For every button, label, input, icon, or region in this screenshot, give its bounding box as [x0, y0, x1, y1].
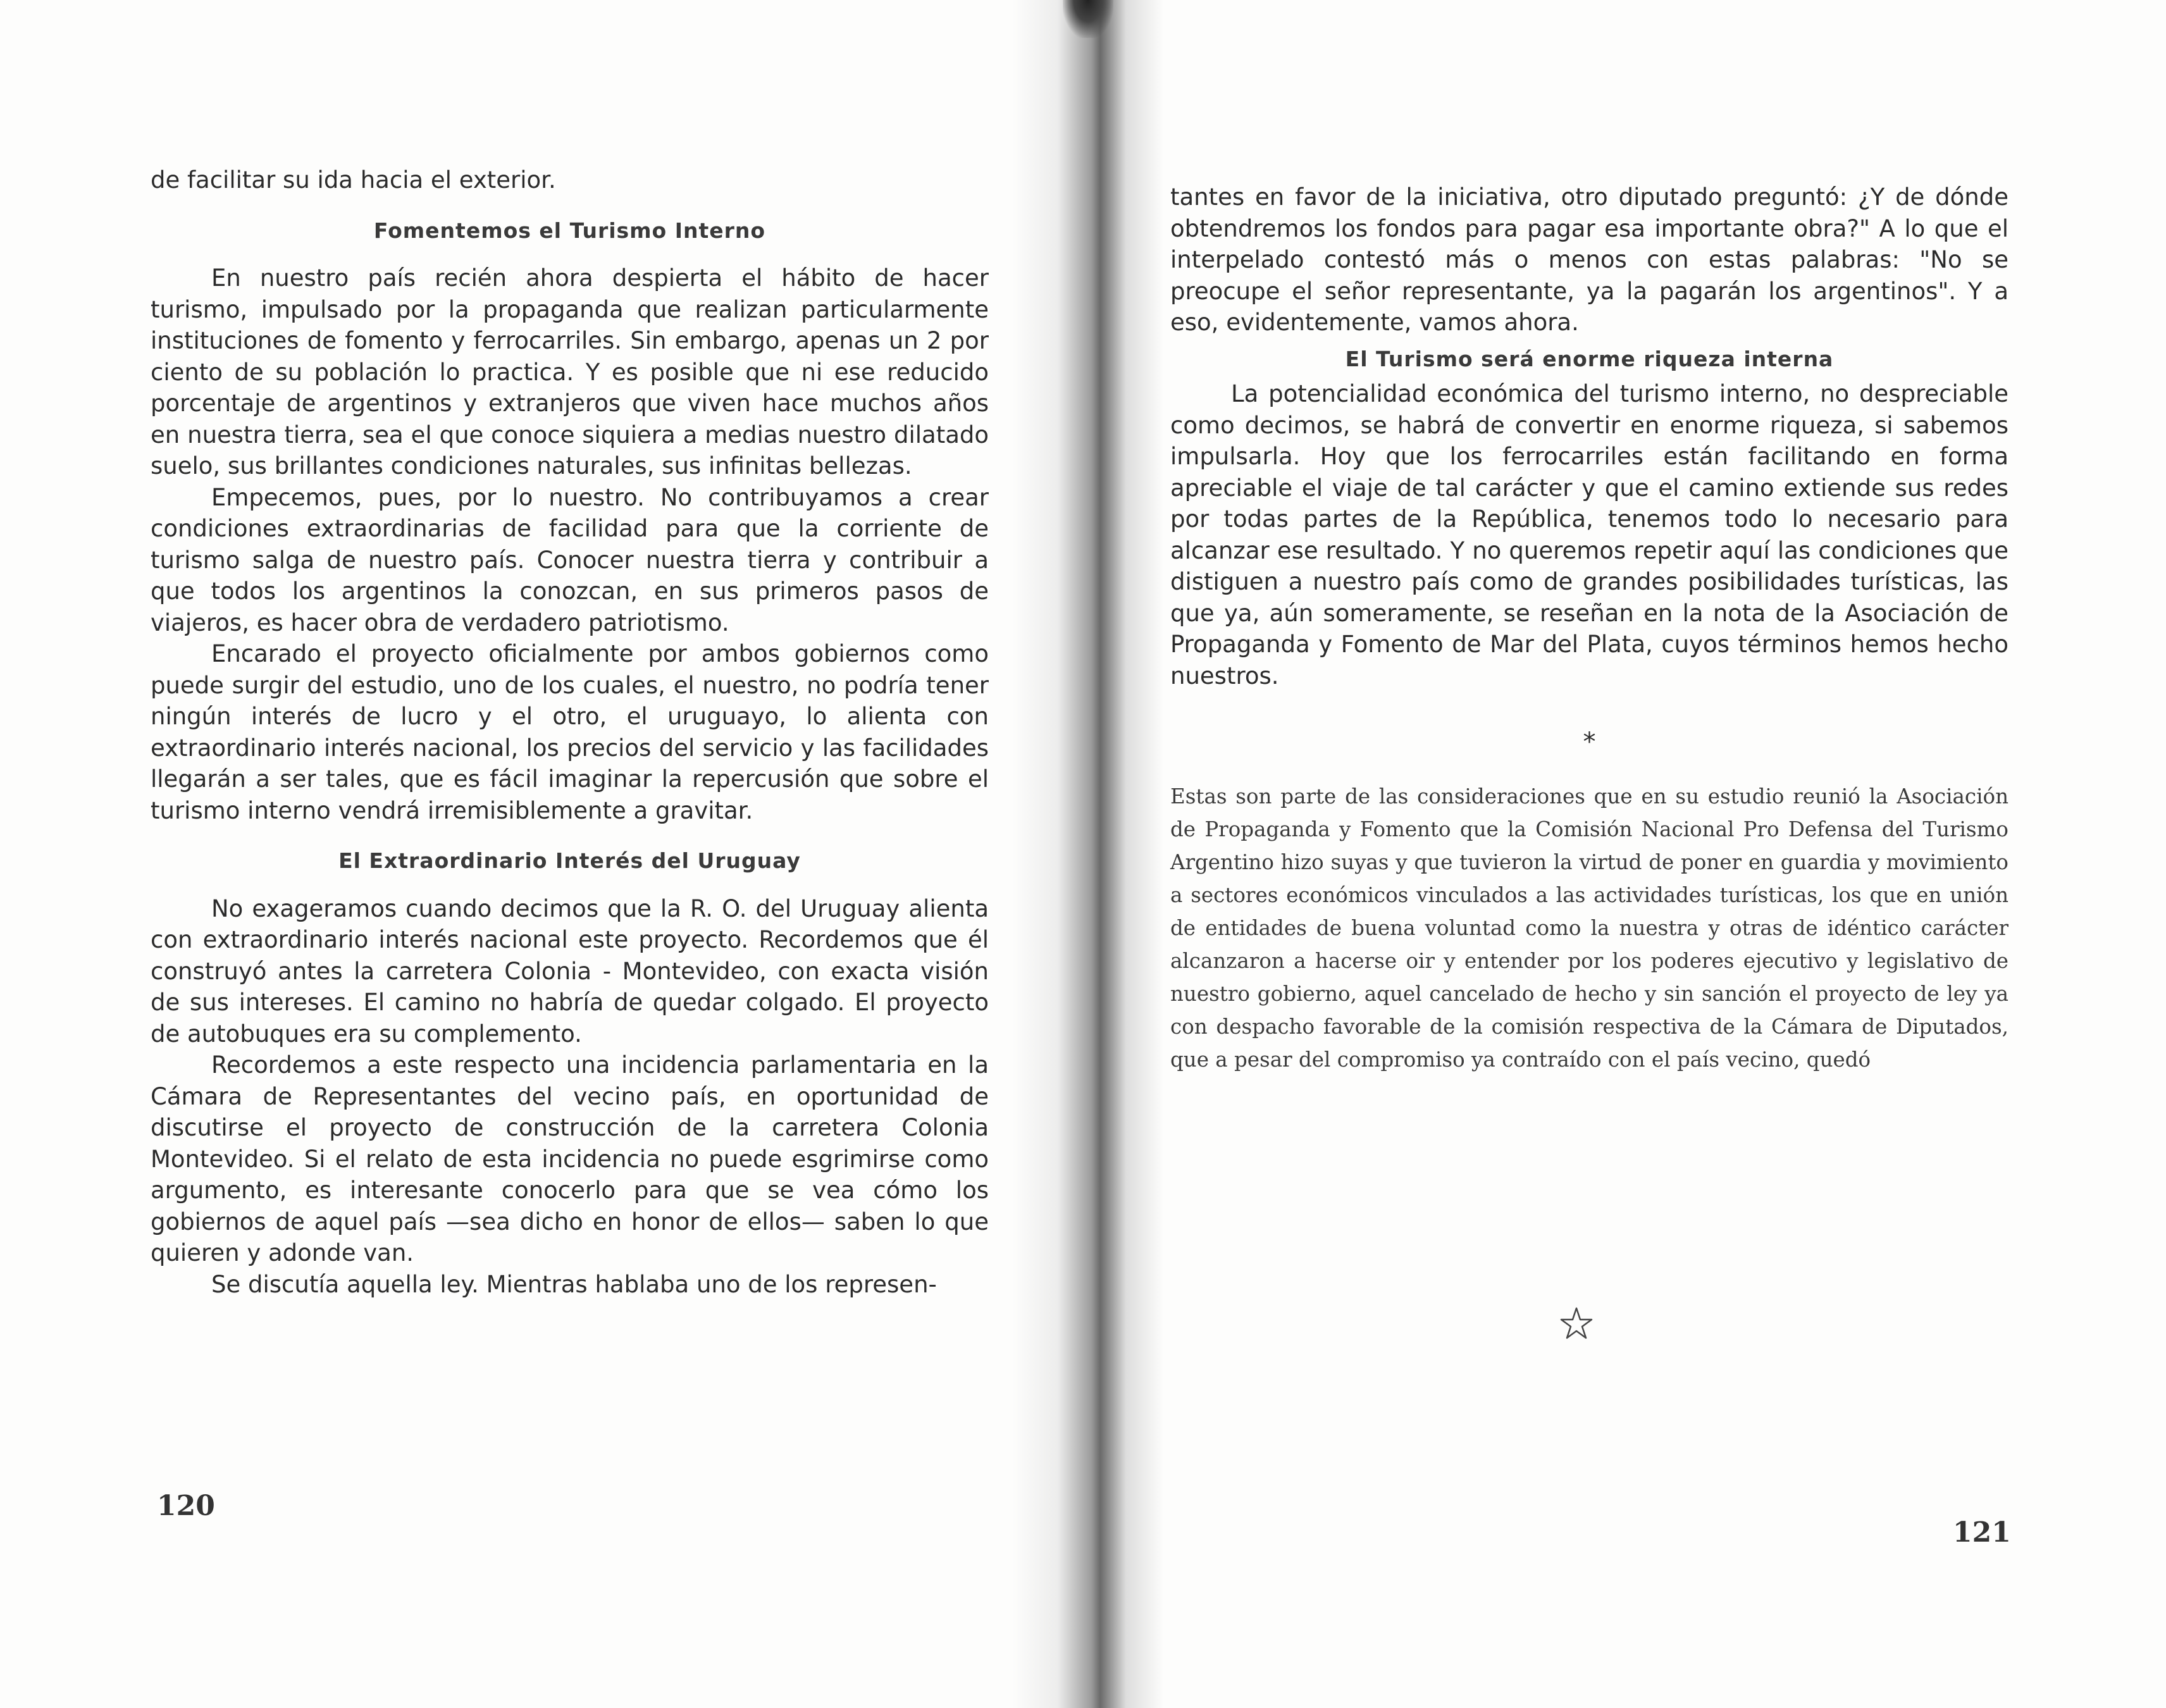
book-gutter-shadow [1012, 0, 1164, 1708]
page-number-right: 121 [1953, 1516, 2011, 1549]
section-heading-riqueza-interna: El Turismo será enorme riqueza interna [1345, 346, 1834, 371]
asterisk-separator: * [1583, 727, 1596, 757]
paragraph: No exageramos cuando decimos que la R. O. del Uruguay alienta con extraordinario interés nacional este proyecto. Recordemos que él construyó antes la carretera Colonia - Montevideo, con exacta visión de sus intereses. El camino no habría de quedar colgado. El proyecto de autobuques era su complemento. [151, 894, 989, 1048]
paragraph: Encarado el proyecto oficialmente por ambos gobiernos como puede surgir del estudio, uno de los cuales, el nuestro, no podría tener ningún interés de lucro y el otro, el uruguayo, lo alienta con extraordinario interés nacional, los precios del servicio y las facilidades llegarán a ser tales, que es fácil imaginar la repercusión que sobre el turismo interno vendrá irremisiblemente a gravitar. [151, 640, 989, 824]
paragraph: tantes en favor de la iniciativa, otro diputado preguntó: ¿Y de dónde obtendremos los fondos para pagar esa importante obra?" A lo que el interpelado contestó más o menos con estas palabras: "No se preocupe el señor representante, ya la pagarán los argentinos". Y a eso, evidentemente, vamos ahora. [1170, 183, 2008, 336]
paragraph: de facilitar su ida hacia el exterior. [151, 166, 556, 194]
paragraph: Se discutía aquella ley. Mientras hablaba uno de los represen- [211, 1270, 937, 1298]
star-ornament-icon [1557, 1304, 1595, 1342]
paragraph: Recordemos a este respecto una incidencia parlamentaria en la Cámara de Representantes del vecino país, en oportunidad de discutirse el proyecto de construcción de la carretera Colonia Montevideo. Si el relato de esta incidencia no puede esgrimirse como argumento, es interesante conocerlo para que se vea cómo los gobiernos de aquel país —sea dicho en honor de ellos— saben lo que quieren y adonde van. [151, 1051, 989, 1266]
right-text-column [1170, 182, 2008, 1076]
paragraph: Empecemos, pues, por lo nuestro. No contribuyamos a crear condiciones extraordinarias de facilidad para que la corriente de turismo salga de nuestro país. Conocer nuestra tierra y contribuir a que todos los argentinos la conozcan, en sus primeros pasos de viajeros, es hacer obra de verdadero patriotismo. [151, 483, 989, 636]
binding-shadow [1063, 0, 1113, 38]
closing-note: Estas son parte de las consideraciones que en su estudio reunió la Asociación de Propaganda y Fomento que la Comisión Nacional Pro Defensa del Turismo Argentino hizo suyas y que tuvieron la virtud de poner en guardia y movimiento a sectores económicos vinculados a las actividades turísticas, los que en unión de entidades de buena voluntad como la nuestra y otras de idéntico carácter alcanzaron a hacerse oir y entender por los poderes ejecutivo y legislativo de nuestro gobierno, aquel cancelado de hecho y sin sanción el proyecto de ley ya con despacho favorable de la comisión respectiva de la Cámara de Diputados, que a pesar del compromiso ya contraído con el país vecino, quedó [1170, 784, 2008, 1072]
section-heading-uruguay: El Extraordinario Interés del Uruguay [338, 848, 801, 873]
paragraph: La potencialidad económica del turismo interno, no despreciable como decimos, se habrá de convertir en enorme riqueza, si sabemos impulsarla. Hoy que los ferrocarriles están facilitando en forma apreciable el viaje de tal carácter y que el camino extiende sus redes por todas partes de la República, tenemos todo lo necesario para alcanzar ese resultado. Y no queremos repetir aquí las condiciones que distiguen a nuestro país como de grandes posibilidades turísticas, las que ya, aún someramente, se reseñan en la nota de la Asociación de Propaganda y Fomento de Mar del Plata, cuyos términos hemos hecho nuestros. [1170, 380, 2008, 690]
section-heading-turismo-interno: Fomentemos el Turismo Interno [373, 218, 766, 243]
left-text-column [151, 164, 989, 1300]
page-number-left: 120 [157, 1490, 215, 1522]
paragraph: En nuestro país recién ahora despierta el hábito de hacer turismo, impulsado por la propaganda que realizan particularmente instituciones de fomento y ferrocarriles. Sin embargo, apenas un 2 por ciento de su población lo practica. Y es posible que ni ese reducido porcentaje de argentinos y extranjeros que viven hace muchos años en nuestra tierra, sea el que conoce siquiera a medias nuestro dilatado suelo, sus brillantes condiciones naturales, sus infinitas bellezas. [151, 264, 989, 480]
